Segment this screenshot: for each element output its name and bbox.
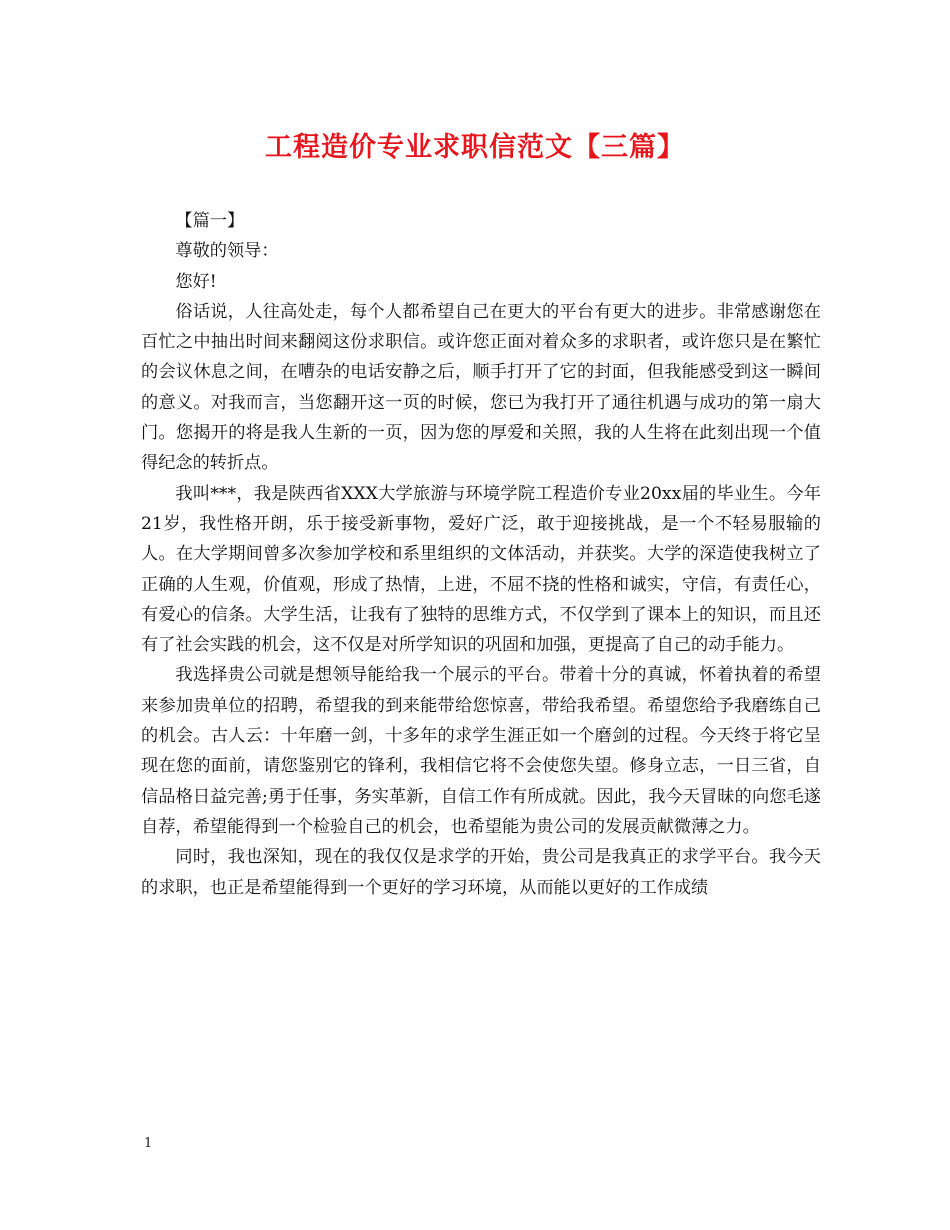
document-title: 工程造价专业求职信范文【三篇】 (265, 132, 685, 163)
greeting: 您好! (175, 271, 217, 292)
body-paragraph-1: 俗话说，人往高处走，每个人都希望自己在更大的平台有更大的进步。非常感谢您在百忙之中抽出时间来翻阅这份求职信。或许您正面对着众多的求职者，或许您只是在繁忙的会议休息之间，在嘈杂的电话安静之后，顺手打开了它的封面，但我能感受到这一瞬间的意义。对我而言，当您翻开这一页的时候，您已为我打开了通往机遇与成功的第一扇大门。您揭开的将是我人生新的一页，因为您的厚爱和关照，我的人生将在此刻出现一个值得纪念的转折点。 (141, 301, 821, 474)
page-number: 1 (144, 1136, 153, 1151)
body-paragraph-4: 同时，我也深知，现在的我仅仅是求学的开始，贵公司是我真正的求学平台。我今天的求职，也正是希望能得到一个更好的学习环境，从而能以更好的工作成绩 (141, 847, 821, 898)
body-paragraph-2: 我叫***，我是陕西省XXX大学旅游与环境学院工程造价专业20xx届的毕业生。今年21岁，我性格开朗，乐于接受新事物，爱好广泛，敢于迎接挑战，是一个不轻易服输的人。在大学期间曾多次参加学校和系里组织的文体活动，并获奖。大学的深造使我树立了正确的人生观，价值观，形成了热情，上进，不屈不挠的性格和诚实，守信，有责任心，有爱心的信条。大学生活，让我有了独特的思维方式，不仅学到了课本上的知识，而且还有了社会实践的机会，这不仅是对所学知识的巩固和加强，更提高了自己的动手能力。 (141, 483, 821, 656)
body-paragraph-3: 我选择贵公司就是想领导能给我一个展示的平台。带着十分的真诚，怀着执着的希望来参加贵单位的招聘，希望我的到来能带给您惊喜，带给我希望。希望您给予我磨练自己的机会。古人云：十年磨一剑，十多年的求学生涯正如一个磨剑的过程。今天终于将它呈现在您的面前，请您鉴别它的锋利，我相信它将不会使您失望。修身立志，一日三省，自信品格日益完善;勇于任事，务实革新，自信工作有所成就。因此，我今天冒昧的向您毛遂自荐，希望能得到一个检验自己的机会，也希望能为贵公司的发展贡献微薄之力。 (141, 665, 821, 837)
document-body (141, 206, 821, 903)
salutation: 尊敬的领导： (175, 241, 279, 262)
section-label: 【篇一】 (175, 211, 245, 231)
